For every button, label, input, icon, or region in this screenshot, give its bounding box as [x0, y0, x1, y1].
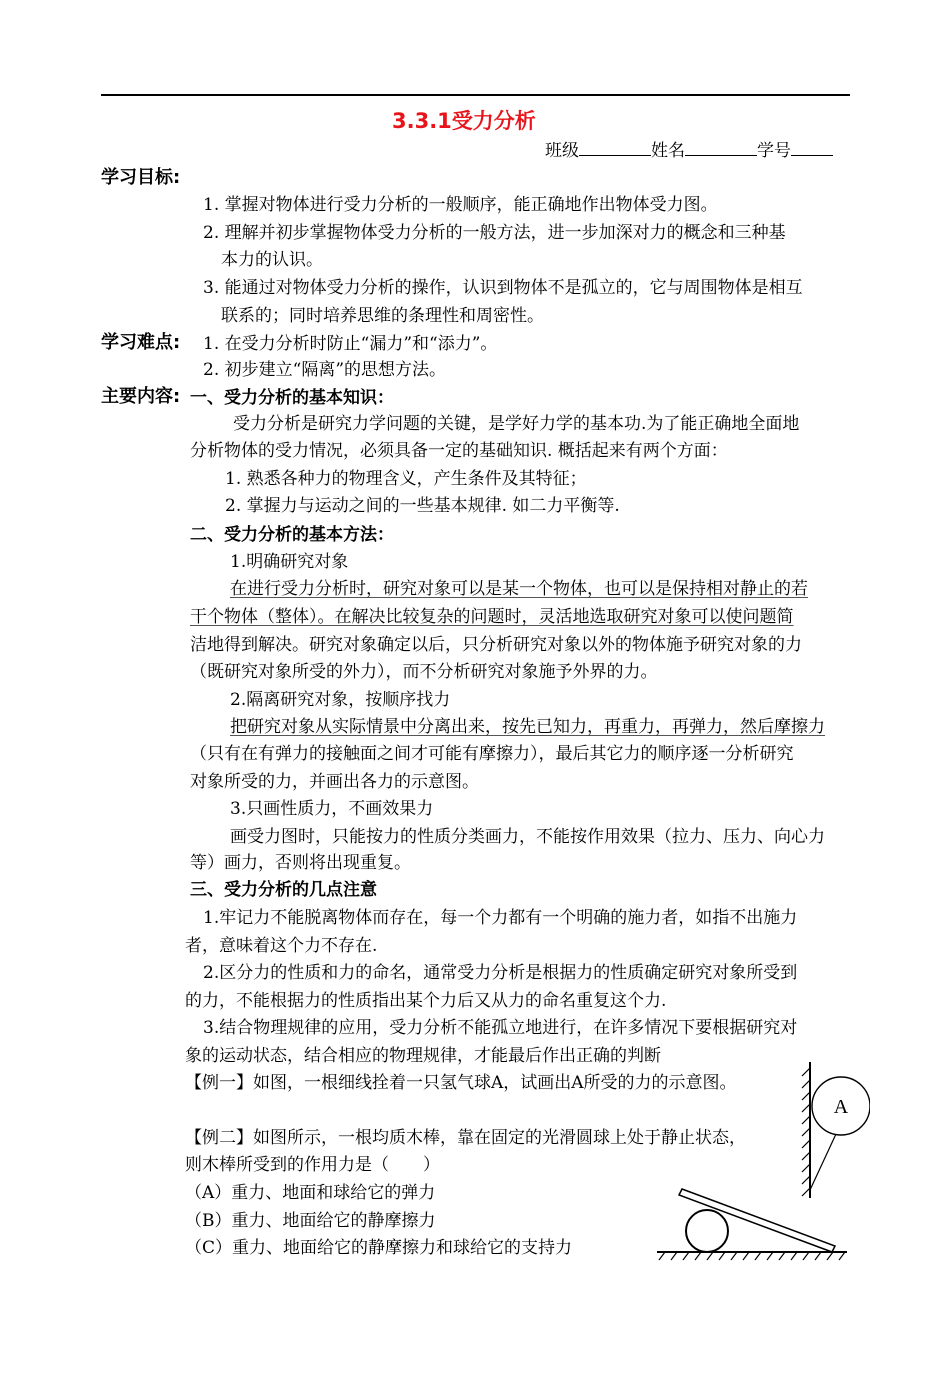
example-2-line: 则木棒所受到的作用力是（ ） — [185, 1155, 440, 1175]
option-a: （A）重力、地面和球给它的弹力 — [185, 1183, 436, 1203]
difficulties-heading: 学习难点: — [101, 332, 181, 353]
section2-line: 1.明确研究对象 — [230, 552, 349, 572]
string — [810, 1134, 836, 1190]
option-b: （B）重力、地面给它的静摩擦力 — [185, 1211, 436, 1231]
section1-line: 受力分析是研究力学问题的关键，是学好力学的基本功.为了能正确地全面地 — [233, 414, 800, 434]
ground-hatch — [659, 1252, 845, 1260]
section2-line: 2.隔离研究对象，按顺序找力 — [230, 690, 451, 710]
objective-item: 3. 能通过对物体受力分析的操作，认识到物体不是孤立的，它与周围物体是相互 — [203, 278, 803, 298]
section3-line: 1.牢记力不能脱离物体而存在，每一个力都有一个明确的施力者，如指不出施力 — [203, 908, 798, 928]
section3-line: 象的运动状态，结合相应的物理规律，才能最后作出正确的判断 — [185, 1046, 661, 1066]
example-2-line: 【例二】如图所示，一根均质木棒，靠在固定的光滑圆球上处于静止状态， — [185, 1128, 746, 1148]
wooden-rod — [679, 1189, 835, 1252]
rod-sphere-figure — [655, 1185, 850, 1265]
section2-line: （只有在有弹力的接触面之间才可能有摩擦力），最后其它力的顺序逐一分析研究 — [190, 744, 794, 764]
section2-line: （既研究对象所受的外力），而不分析研究对象施予外界的力。 — [190, 662, 658, 682]
objective-item: 联系的；同时培养思维的条理性和周密性。 — [221, 306, 544, 326]
section3-line: 3.结合物理规律的应用，受力分析不能孤立地进行，在许多情况下要根据研究对 — [203, 1018, 798, 1038]
student-info — [545, 140, 833, 161]
section2-line: 把研究对象从实际情景中分离出来，按先已知力，再重力，再弹力，然后摩擦力 — [230, 717, 825, 737]
header-rule — [101, 94, 850, 96]
name-blank — [685, 140, 757, 156]
difficulty-item: 2. 初步建立“隔离”的思想方法。 — [203, 360, 447, 380]
main-heading: 主要内容: — [101, 386, 181, 407]
objectives-heading: 学习目标: — [101, 167, 181, 188]
section2-title: 二、受力分析的基本方法： — [190, 525, 394, 545]
balloon-label: A — [833, 1096, 849, 1118]
section2-line: 在进行受力分析时，研究对象可以是某一个物体，也可以是保持相对静止的若 — [230, 579, 808, 599]
difficulty-item: 1. 在受力分析时防止“漏力”和“添力”。 — [203, 334, 498, 354]
objective-item: 本力的认识。 — [221, 250, 323, 270]
sphere — [686, 1210, 728, 1252]
section3-title: 三、受力分析的几点注意 — [190, 880, 377, 900]
name-label: 姓名 — [651, 141, 685, 161]
class-label: 班级 — [545, 141, 579, 161]
example-1: 【例一】如图，一根细线拴着一只氢气球A，试画出A所受的力的示意图。 — [185, 1073, 737, 1093]
section2-line: 画受力图时，只能按力的性质分类画力，不能按作用效果（拉力、压力、向心力 — [230, 827, 825, 847]
section2-line: 洁地得到解决。研究对象确定以后，只分析研究对象以外的物体施予研究对象的力 — [190, 635, 802, 655]
section1-title: 一、受力分析的基本知识： — [190, 388, 394, 408]
objective-item: 1. 掌握对物体进行受力分析的一般顺序，能正确地作出物体受力图。 — [203, 195, 718, 215]
objective-item: 2. 理解并初步掌握物体受力分析的一般方法，进一步加深对力的概念和三种基 — [203, 223, 786, 243]
section3-line: 2.区分力的性质和力的命名，通常受力分析是根据力的性质确定研究对象所受到 — [203, 963, 798, 983]
section2-line: 对象所受的力，并画出各力的示意图。 — [190, 772, 479, 792]
class-blank — [579, 140, 651, 156]
section3-line: 者，意味着这个力不存在. — [185, 936, 378, 956]
section1-line: 1. 熟悉各种力的物理含义，产生条件及其特征； — [225, 469, 587, 489]
option-c: （C）重力、地面给它的静摩擦力和球给它的支持力 — [185, 1238, 573, 1258]
balloon-figure — [790, 1060, 870, 1200]
section1-line: 分析物体的受力情况，必须具备一定的基础知识. 概括起来有两个方面： — [190, 441, 728, 461]
id-label: 学号 — [757, 141, 791, 161]
section2-line: 3.只画性质力，不画效果力 — [230, 799, 434, 819]
section1-line: 2. 掌握力与运动之间的一些基本规律. 如二力平衡等. — [225, 496, 620, 516]
id-blank — [791, 140, 833, 156]
section3-line: 的力，不能根据力的性质指出某个力后又从力的命名重复这个力. — [185, 991, 667, 1011]
wall-hatch — [802, 1068, 810, 1196]
section2-line: 等）画力，否则将出现重复。 — [190, 853, 411, 873]
page-title: 3.3.1受力分析 — [392, 109, 536, 133]
section2-line: 干个物体（整体）。在解决比较复杂的问题时，灵活地选取研究对象可以使问题简 — [190, 607, 794, 627]
